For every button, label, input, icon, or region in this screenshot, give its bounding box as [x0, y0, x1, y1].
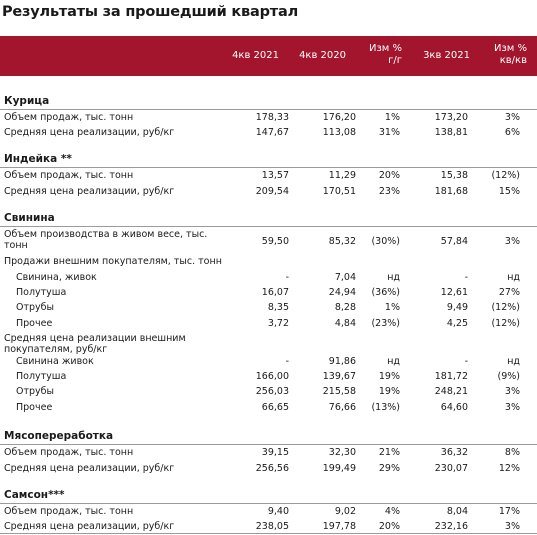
cell-4q2021: 147,67 — [255, 127, 289, 138]
row-label: Отрубы — [16, 302, 55, 313]
row-label: Средняя цена реализации, руб/кг — [4, 463, 175, 474]
cell-qoq: 3% — [504, 386, 520, 397]
page-title: Результаты за прошедший квартал — [2, 4, 298, 20]
header-yoy-line1: Изм % — [368, 43, 402, 54]
cell-qoq: 3% — [504, 236, 520, 247]
row-label: Объем продаж, тыс. тонн — [4, 447, 134, 458]
cell-qoq: 3% — [504, 521, 520, 532]
cell-4q2020: 197,78 — [322, 521, 356, 532]
cell-4q2020: 7,04 — [334, 272, 356, 283]
cell-4q2020: 8,28 — [334, 302, 356, 313]
cell-yoy: 20% — [378, 521, 400, 532]
row-label: Полутуша — [16, 371, 67, 382]
cell-4q2020: 176,20 — [322, 112, 356, 123]
section-samson-title: Самсон*** — [4, 489, 65, 501]
row-label-line2: покупателям, руб/кг — [4, 344, 108, 355]
cell-3q2021: 12,61 — [440, 287, 468, 298]
cell-4q2020: 139,67 — [322, 371, 356, 382]
cell-3q2021: - — [464, 272, 468, 283]
cell-4q2021: - — [285, 272, 289, 283]
cell-3q2021: 138,81 — [434, 127, 468, 138]
cell-3q2021: 9,49 — [446, 302, 468, 313]
cell-3q2021: 64,60 — [440, 402, 468, 413]
row-label: Средняя цена реализации, руб/кг — [4, 521, 175, 532]
cell-qoq: 15% — [498, 186, 520, 197]
header-col-3q2021: 3кв 2021 — [423, 50, 470, 61]
table-bottom-border — [0, 533, 537, 534]
cell-yoy: 19% — [378, 386, 400, 397]
header-qoq-line2: кв/кв — [499, 55, 527, 66]
row-label: Средняя цена реализации, руб/кг — [4, 127, 175, 138]
cell-qoq: нд — [507, 272, 520, 283]
row-label-line2: тонн — [4, 240, 28, 251]
cell-4q2021: 178,33 — [255, 112, 289, 123]
cell-4q2021: 3,72 — [267, 318, 289, 329]
cell-qoq: 3% — [504, 112, 520, 123]
cell-4q2020: 32,30 — [328, 447, 356, 458]
cell-4q2020: 76,66 — [328, 402, 356, 413]
cell-yoy: (30%) — [371, 236, 400, 247]
cell-qoq: (9%) — [497, 371, 520, 382]
cell-yoy: 21% — [378, 447, 400, 458]
row-label-line1: Средняя цена реализации внешним — [4, 333, 186, 344]
cell-4q2021: 13,57 — [261, 170, 289, 181]
section-chicken-title: Курица — [4, 95, 50, 107]
cell-yoy: нд — [387, 272, 400, 283]
section-divider — [0, 503, 537, 504]
cell-yoy: 4% — [384, 506, 400, 517]
table-row — [0, 229, 537, 253]
cell-qoq: 17% — [498, 506, 520, 517]
section-turkey-title: Индейка ** — [4, 153, 72, 165]
cell-yoy: 1% — [384, 112, 400, 123]
header-qoq-line1: Изм % — [493, 43, 527, 54]
cell-4q2020: 4,84 — [334, 318, 356, 329]
cell-3q2021: 181,68 — [434, 186, 468, 197]
table-header — [0, 36, 537, 76]
cell-3q2021: 248,21 — [434, 386, 468, 397]
cell-4q2020: 199,49 — [322, 463, 356, 474]
cell-3q2021: 57,84 — [440, 236, 468, 247]
cell-yoy: 31% — [378, 127, 400, 138]
header-col-yoy — [340, 43, 402, 67]
header-col-4q2021: 4кв 2021 — [232, 50, 279, 61]
cell-qoq: (12%) — [491, 170, 520, 181]
section-pork-title: Свинина — [4, 212, 55, 224]
cell-4q2020: 85,32 — [328, 236, 356, 247]
cell-3q2021: 15,38 — [440, 170, 468, 181]
cell-yoy: 1% — [384, 302, 400, 313]
row-label: Свинина, живок — [16, 272, 97, 283]
cell-4q2021: 256,03 — [255, 386, 289, 397]
cell-4q2021: - — [285, 356, 289, 367]
cell-qoq: (12%) — [491, 318, 520, 329]
table-row — [0, 333, 537, 355]
cell-qoq: 3% — [504, 402, 520, 413]
cell-4q2021: 39,15 — [261, 447, 289, 458]
row-label-line1: Объем производства в живом весе, тыс. — [4, 229, 208, 240]
section-divider — [0, 226, 537, 227]
header-col-qoq — [465, 43, 527, 67]
header-yoy-line2: г/г — [388, 55, 402, 66]
row-label: Средняя цена реализации, руб/кг — [4, 186, 175, 197]
cell-4q2020: 91,86 — [328, 356, 356, 367]
cell-4q2020: 24,94 — [328, 287, 356, 298]
cell-4q2021: 16,07 — [261, 287, 289, 298]
cell-3q2021: 8,04 — [446, 506, 468, 517]
cell-qoq: нд — [507, 356, 520, 367]
cell-3q2021: 4,25 — [446, 318, 468, 329]
row-label: Продажи внешним покупателям, тыс. тонн — [4, 256, 222, 267]
cell-3q2021: 181,72 — [434, 371, 468, 382]
section-divider — [0, 167, 537, 168]
cell-yoy: нд — [387, 356, 400, 367]
cell-4q2021: 166,00 — [255, 371, 289, 382]
cell-3q2021: 173,20 — [434, 112, 468, 123]
cell-4q2021: 238,05 — [255, 521, 289, 532]
cell-qoq: 27% — [498, 287, 520, 298]
cell-4q2020: 11,29 — [328, 170, 356, 181]
cell-4q2021: 9,40 — [267, 506, 289, 517]
cell-qoq: 8% — [504, 447, 520, 458]
row-label: Отрубы — [16, 386, 55, 397]
cell-yoy: 29% — [378, 463, 400, 474]
cell-qoq: (12%) — [491, 302, 520, 313]
cell-3q2021: 232,16 — [434, 521, 468, 532]
cell-yoy: (36%) — [371, 287, 400, 298]
cell-yoy: (23%) — [371, 318, 400, 329]
cell-4q2021: 209,54 — [255, 186, 289, 197]
row-label: Объем продаж, тыс. тонн — [4, 506, 134, 517]
section-divider — [0, 444, 537, 445]
cell-3q2021: - — [464, 356, 468, 367]
cell-qoq: 6% — [504, 127, 520, 138]
cell-yoy: 23% — [378, 186, 400, 197]
cell-4q2021: 8,35 — [267, 302, 289, 313]
section-divider — [0, 109, 537, 110]
row-label: Полутуша — [16, 287, 67, 298]
row-label: Прочее — [16, 402, 53, 413]
cell-4q2020: 215,58 — [322, 386, 356, 397]
cell-4q2021: 256,56 — [255, 463, 289, 474]
row-label: Свинина живок — [16, 356, 94, 367]
cell-yoy: 19% — [378, 371, 400, 382]
row-label: Прочее — [16, 318, 53, 329]
header-col-4q2020: 4кв 2020 — [299, 50, 346, 61]
row-label: Объем продаж, тыс. тонн — [4, 112, 134, 123]
cell-4q2021: 59,50 — [261, 236, 289, 247]
section-meat-title: Мясопереработка — [4, 430, 114, 442]
cell-yoy: 20% — [378, 170, 400, 181]
cell-3q2021: 230,07 — [434, 463, 468, 474]
cell-qoq: 12% — [498, 463, 520, 474]
cell-4q2021: 66,65 — [261, 402, 289, 413]
cell-4q2020: 170,51 — [322, 186, 356, 197]
cell-4q2020: 113,08 — [322, 127, 356, 138]
row-label: Объем продаж, тыс. тонн — [4, 170, 134, 181]
cell-yoy: (13%) — [371, 402, 400, 413]
cell-3q2021: 36,32 — [440, 447, 468, 458]
cell-4q2020: 9,02 — [334, 506, 356, 517]
